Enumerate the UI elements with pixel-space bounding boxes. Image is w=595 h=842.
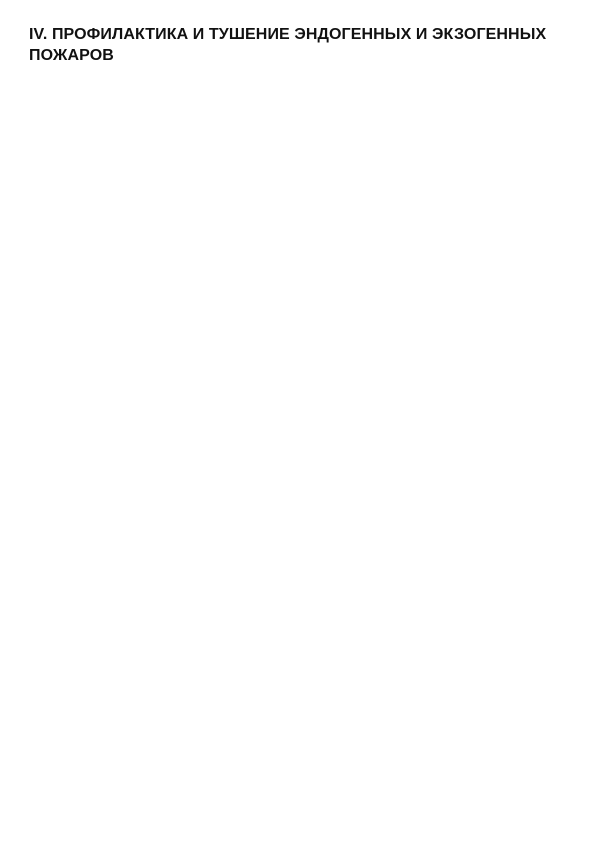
section-heading: IV. ПРОФИЛАКТИКА И ТУШЕНИЕ ЭНДОГЕННЫХ И ЭКЗОГЕННЫХ ПОЖАРОВ	[29, 26, 547, 64]
